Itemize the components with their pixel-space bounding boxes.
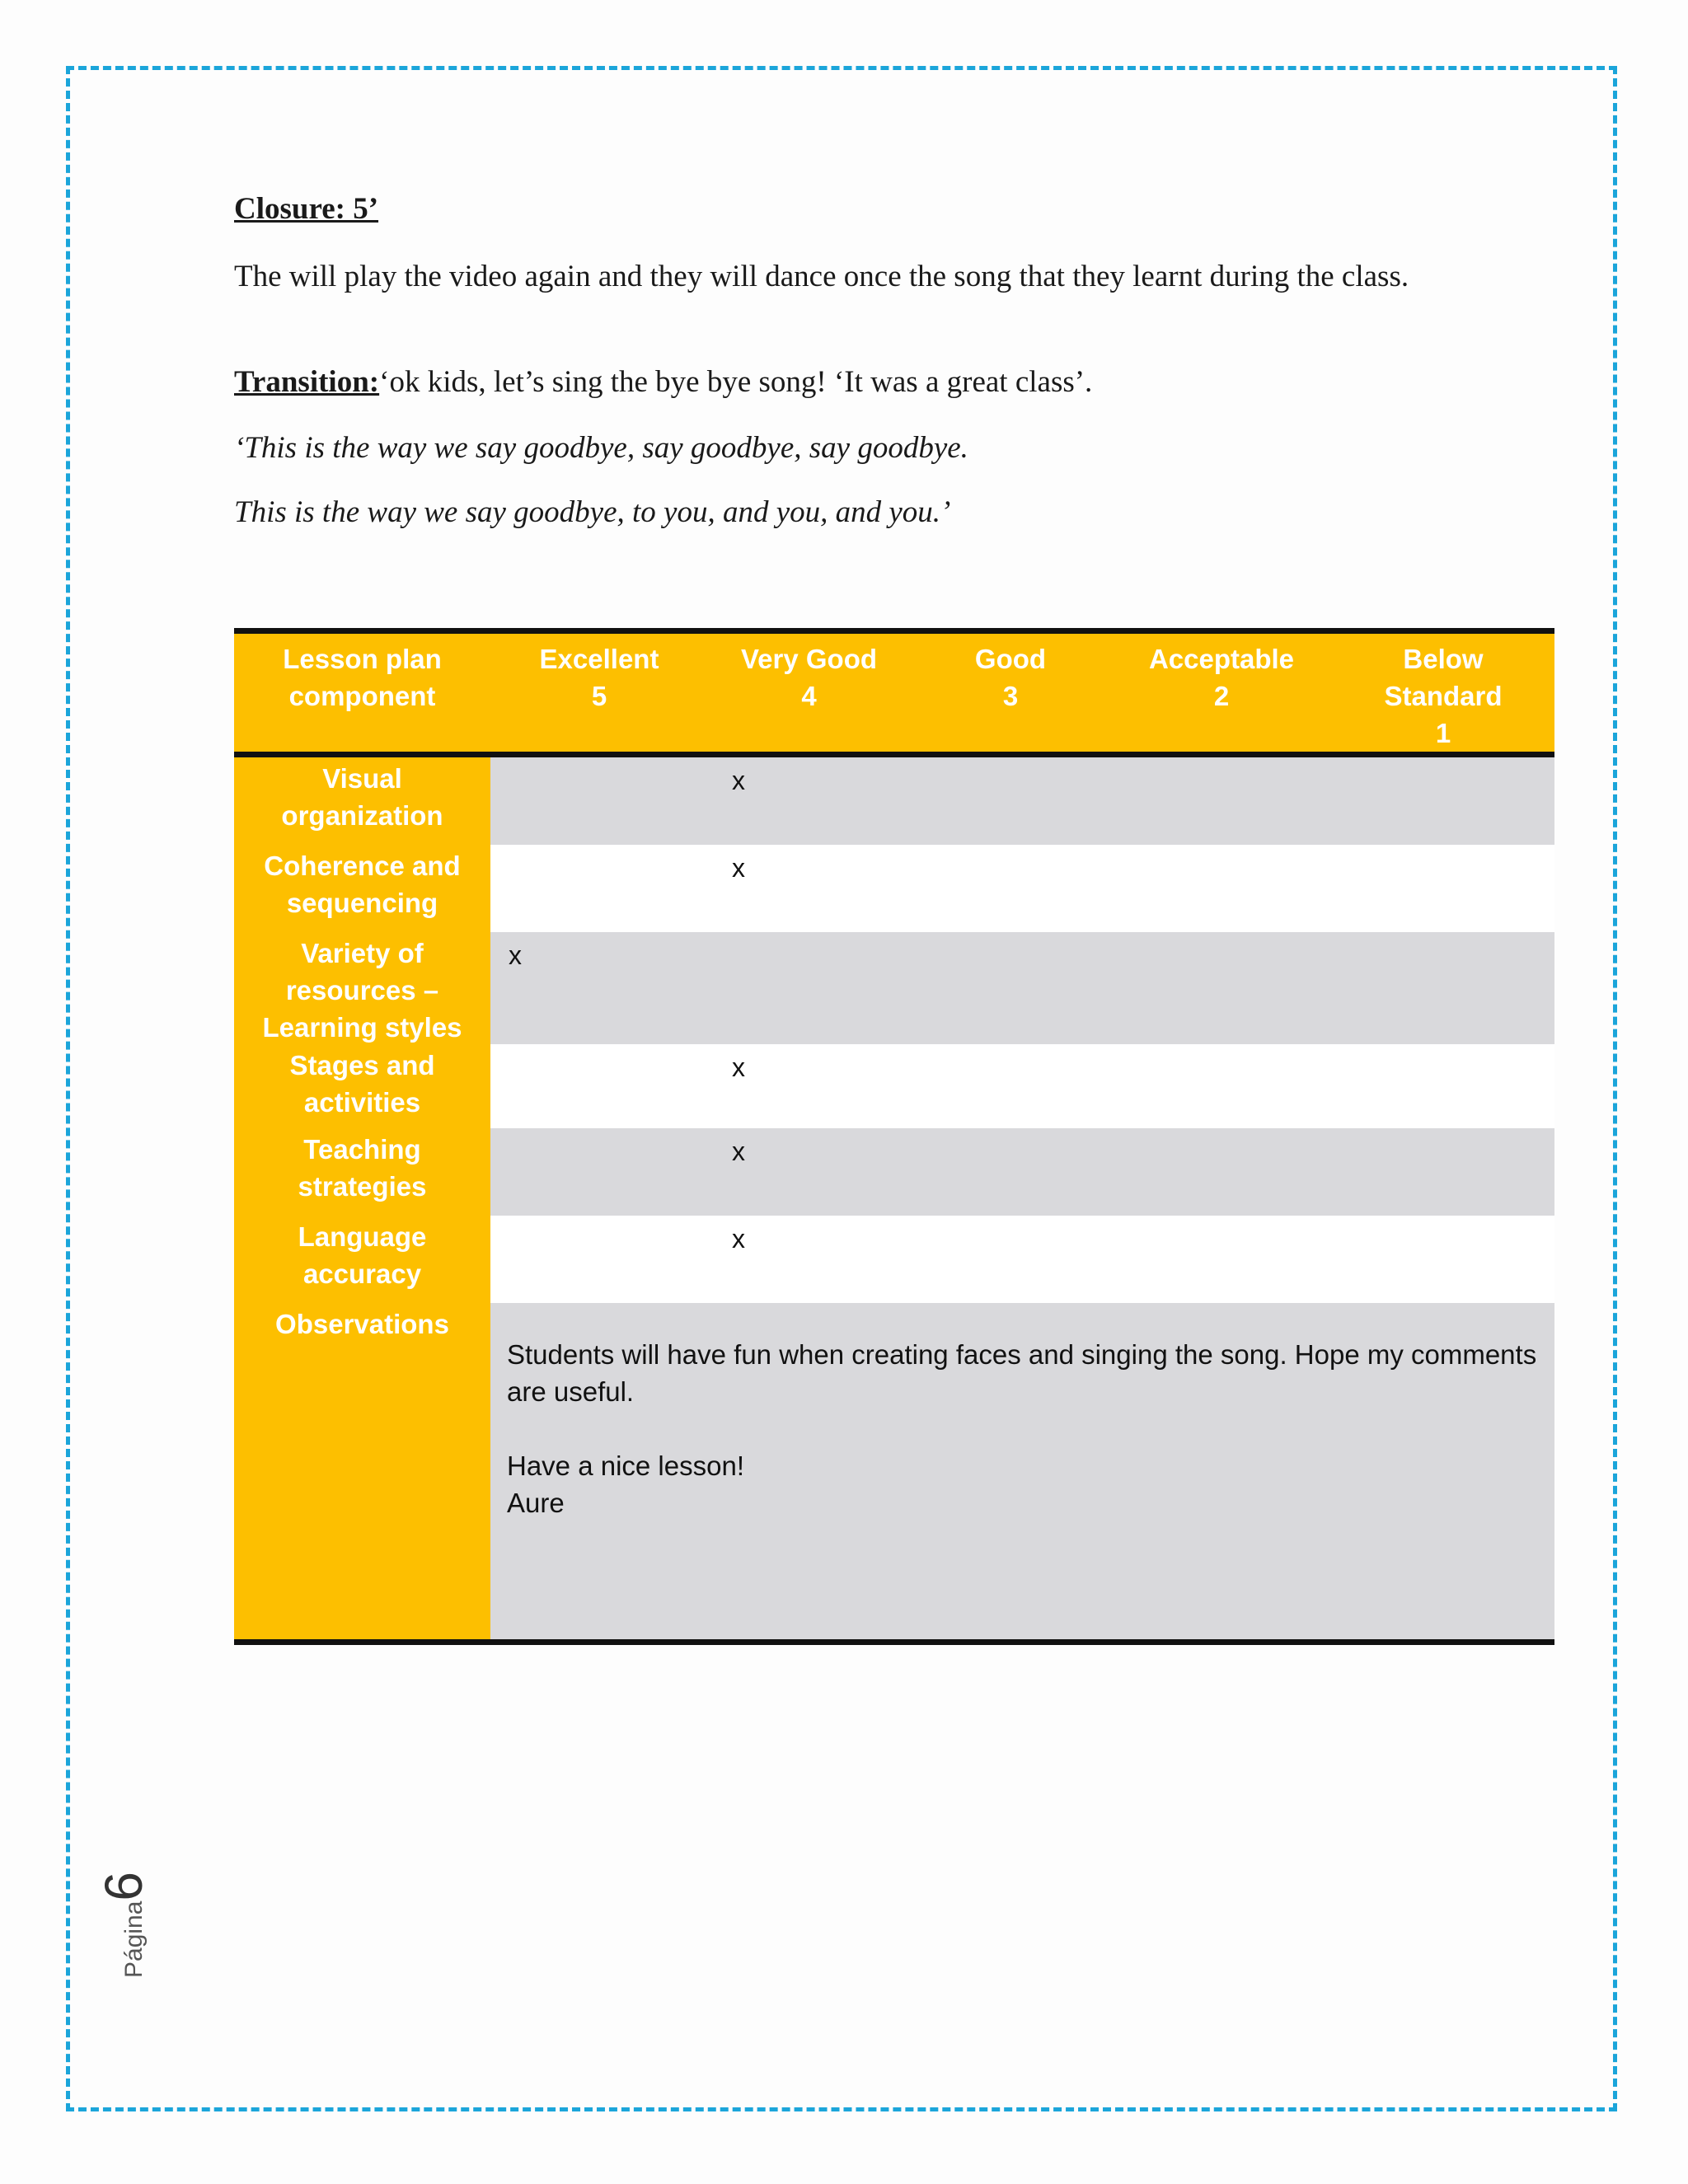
- rating-row: [490, 845, 1554, 932]
- song-line-2: This is the way we say goodbye, to you, and you, and you.’: [234, 495, 951, 529]
- transition-label: Transition:: [234, 365, 380, 399]
- page-word: Página: [120, 1900, 148, 1978]
- component-label-column: [234, 757, 490, 1639]
- table-header-row: [234, 634, 1554, 752]
- observations-signature: Aure: [507, 1488, 565, 1518]
- rating-columns: [490, 757, 1554, 1639]
- song-line-1: ‘This is the way we say goodbye, say goodbye, say goodbye.: [234, 431, 968, 465]
- page-number-footer: [87, 1871, 185, 1978]
- row-label-stages: Stages and activities: [289, 1050, 435, 1118]
- observations-cell: [490, 1303, 1554, 1639]
- table-top-rule: [234, 628, 1554, 634]
- header-excellent: Excellent 5: [539, 644, 659, 711]
- observations-closing: Have a nice lesson!: [507, 1451, 744, 1481]
- rating-mark: x: [732, 1224, 745, 1254]
- transition-line: [234, 364, 1092, 400]
- header-acceptable: Acceptable 2: [1148, 644, 1295, 711]
- row-label-language: Language accuracy: [298, 1221, 427, 1289]
- header-component: Lesson plan component: [283, 644, 442, 711]
- rating-row: [490, 1128, 1554, 1216]
- rating-row: [490, 1044, 1554, 1128]
- rating-row: [490, 932, 1554, 1044]
- row-label-coherence: Coherence and sequencing: [264, 851, 461, 918]
- header-below-standard: Below Standard 1: [1384, 644, 1503, 748]
- transition-text: ‘ok kids, let’s sing the bye bye song! ‘It was a great class’.: [379, 365, 1093, 399]
- rating-row: [490, 757, 1554, 845]
- row-label-teaching: Teaching strategies: [298, 1134, 427, 1202]
- table-body: [234, 757, 1554, 1639]
- row-label-visual-organization: Visual organization: [281, 763, 443, 831]
- header-very-good: Very Good 4: [740, 644, 878, 711]
- rating-mark: x: [509, 940, 522, 970]
- table-header-rule: [234, 752, 1554, 757]
- rating-mark: x: [732, 766, 745, 795]
- header-good: Good 3: [974, 644, 1047, 711]
- closure-paragraph: The will play the video again and they will dance once the song that they learnt during the class.: [234, 260, 1409, 293]
- observations-text: Students will have fun when creating faces and singing the song. Hope my comments are useful.: [507, 1339, 1537, 1407]
- rating-mark: x: [732, 1052, 745, 1082]
- rating-mark: x: [732, 853, 745, 883]
- page-number: 6: [94, 1871, 153, 1901]
- row-label-variety: Variety of resources – Learning styles: [262, 938, 462, 1043]
- rating-mark: x: [732, 1137, 745, 1166]
- rating-row: [490, 1216, 1554, 1303]
- rubric-table: [234, 628, 1554, 1645]
- table-bottom-rule: [234, 1639, 1554, 1645]
- row-label-observations: Observations: [275, 1309, 449, 1339]
- closure-heading: Closure: 5’: [234, 192, 379, 226]
